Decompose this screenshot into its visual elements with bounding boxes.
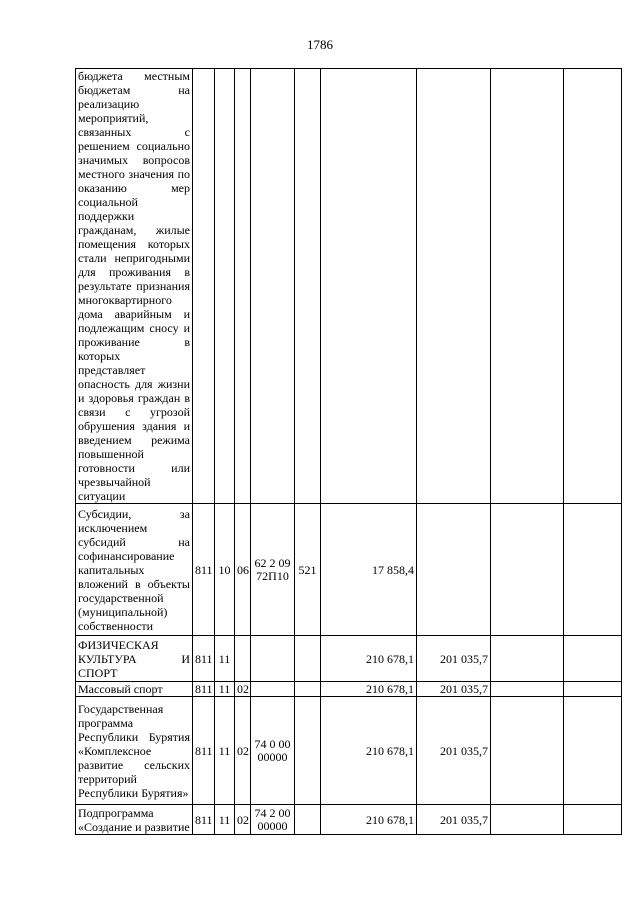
row-name: Подпрограмма «Создание и развитие [76,805,193,835]
subsection-code [235,636,251,682]
amount-3 [491,697,564,805]
target-code [251,636,295,682]
amount-4 [564,682,622,697]
amount-4 [564,504,622,636]
amount-2 [417,69,491,504]
amount-4 [564,805,622,835]
amount-2: 201 035,7 [417,805,491,835]
ministry-code: 811 [193,805,215,835]
amount-1: 210 678,1 [321,682,417,697]
budget-table [75,68,622,835]
expense-type-code [295,682,321,697]
subsection-code: 06 [235,504,251,636]
amount-4 [564,636,622,682]
amount-4 [564,69,622,504]
section-code: 11 [215,682,235,697]
section-code: 11 [215,697,235,805]
expense-type-code [295,636,321,682]
amount-2: 201 035,7 [417,636,491,682]
subsection-code [235,69,251,504]
target-code: 74 2 00 00000 [251,805,295,835]
target-code: 74 0 00 00000 [251,697,295,805]
target-code [251,69,295,504]
amount-1: 17 858,4 [321,504,417,636]
ministry-code: 811 [193,636,215,682]
amount-3 [491,636,564,682]
row-name: Массовый спорт [76,682,193,697]
ministry-code: 811 [193,697,215,805]
amount-1: 210 678,1 [321,636,417,682]
ministry-code: 811 [193,504,215,636]
amount-1 [321,69,417,504]
amount-2: 201 035,7 [417,697,491,805]
section-code: 11 [215,805,235,835]
amount-1: 210 678,1 [321,805,417,835]
table-row [76,69,622,504]
expense-type-code [295,69,321,504]
section-code: 10 [215,504,235,636]
amount-1: 210 678,1 [321,697,417,805]
row-name: ФИЗИЧЕСКАЯ КУЛЬТУРА И СПОРТ [76,636,193,682]
target-code [251,682,295,697]
expense-type-code [295,697,321,805]
ministry-code [193,69,215,504]
amount-2 [417,504,491,636]
amount-3 [491,504,564,636]
expense-type-code [295,805,321,835]
table-row [76,682,622,697]
row-name: бюджета местным бюджетам на реализацию мероприятий, связанных с решением социально значимых вопросов местного значения по оказанию мер социальной поддержки гражданам, жилые помещения которых стали непригодными для проживания в результате признания многоквартирного дома аварийным и подлежащим сносу и проживание в которых представляет опасность для жизни и здоровья граждан в связи с угрозой обрушения здания и введением режима повышенной готовности или чрезвычайной ситуации [76,69,193,504]
subsection-code: 02 [235,682,251,697]
ministry-code: 811 [193,682,215,697]
amount-4 [564,697,622,805]
table-row [76,636,622,682]
row-name: Субсидии, за исключением субсидий на софинансирование капитальных вложений в объекты государственной (муниципальной) собственности [76,504,193,636]
target-code: 62 2 09 72П10 [251,504,295,636]
section-code: 11 [215,636,235,682]
amount-2: 201 035,7 [417,682,491,697]
table-row [76,504,622,636]
table-row [76,805,622,835]
amount-3 [491,805,564,835]
subsection-code: 02 [235,697,251,805]
table-row [76,697,622,805]
section-code [215,69,235,504]
amount-3 [491,682,564,697]
expense-type-code: 521 [295,504,321,636]
amount-3 [491,69,564,504]
subsection-code: 02 [235,805,251,835]
row-name: Государственная программа Республики Бурятия «Комплексное развитие сельских территорий Республики Бурятия» [76,697,193,805]
page-number: 1786 [307,37,333,52]
